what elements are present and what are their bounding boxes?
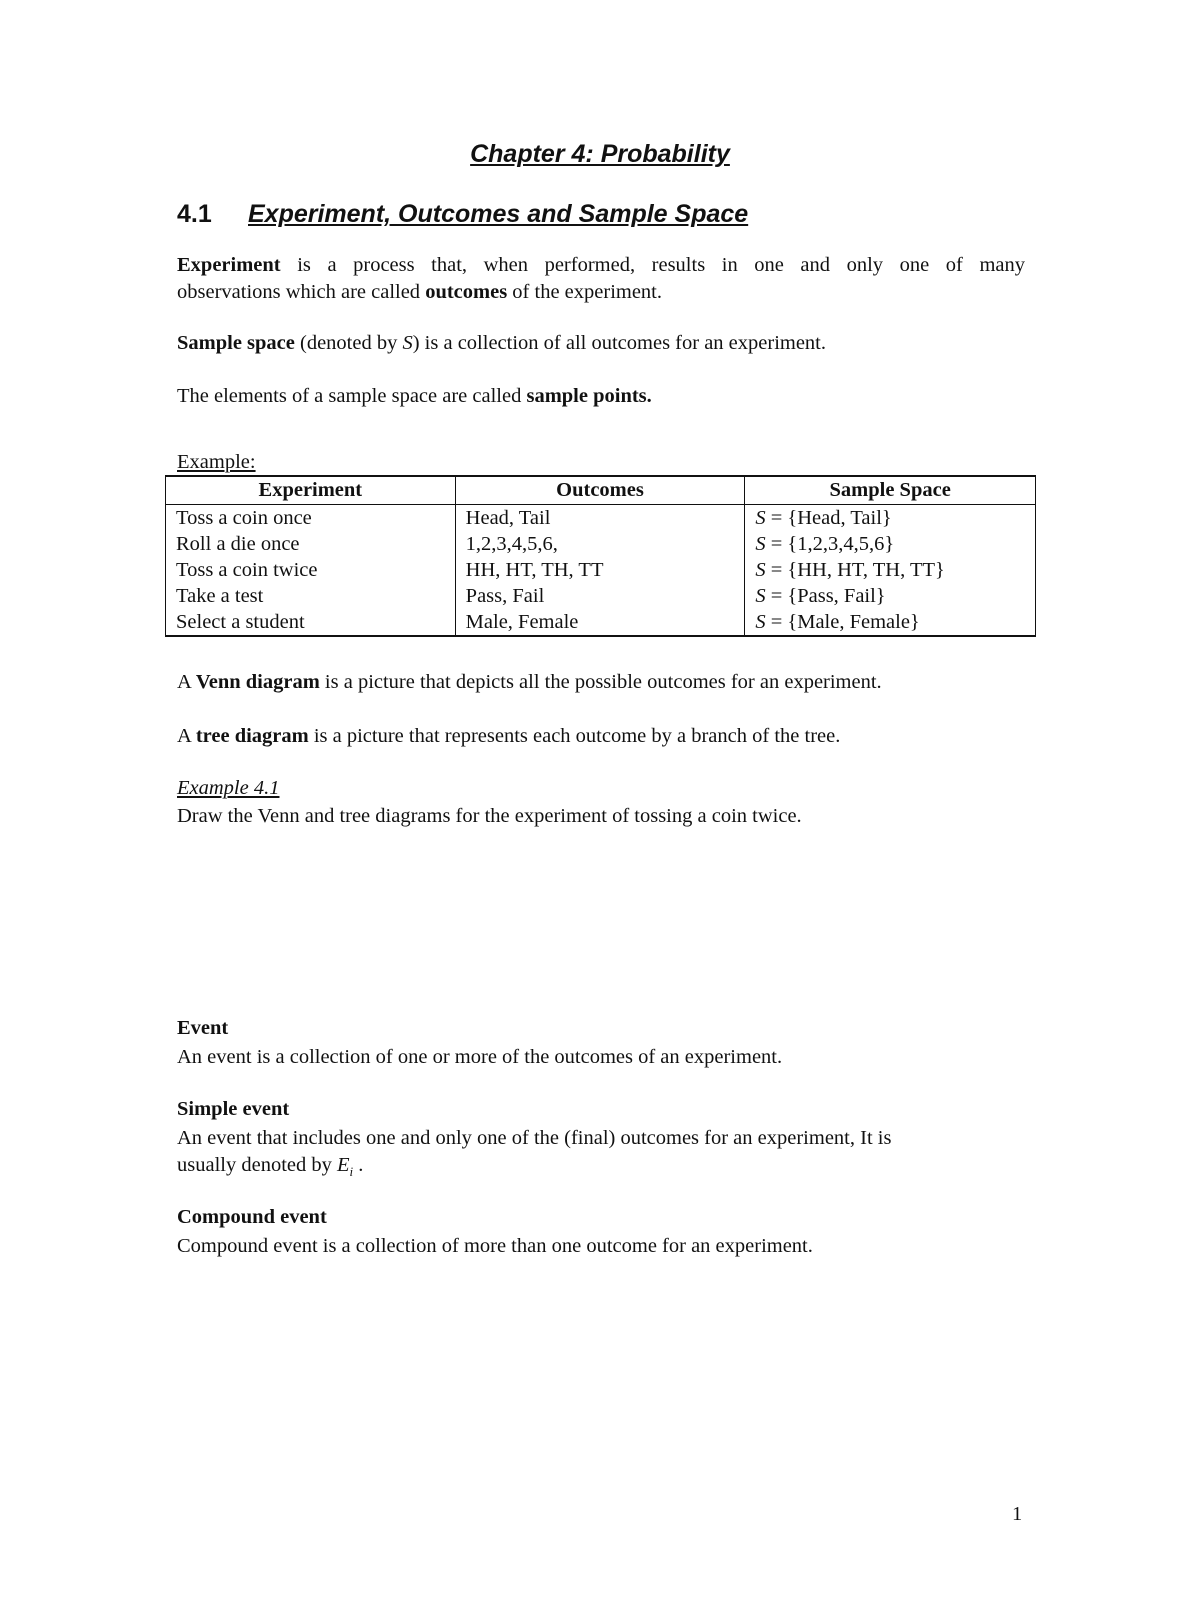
experiments-table xyxy=(165,475,1036,637)
sample-points-definition xyxy=(177,383,1025,410)
tree-term: tree diagram xyxy=(195,725,309,747)
sample-space-definition xyxy=(177,330,1025,357)
cell-space-rest: = {Pass, Fail} xyxy=(765,585,886,607)
experiment-text1: is a process that, when performed, results in one and only one of many xyxy=(280,254,1025,276)
table-row xyxy=(166,583,1036,609)
page-number: 1 xyxy=(1012,1503,1023,1525)
header-experiment: Experiment xyxy=(166,476,456,505)
example-label: Example: xyxy=(177,451,256,473)
cell-outcomes: Pass, Fail xyxy=(455,583,745,609)
sample-points-pre: The elements of a sample space are called xyxy=(177,385,527,407)
event-text: An event is a collection of one or more of the outcomes of an experiment. xyxy=(177,1046,783,1068)
cell-space-symbol: S xyxy=(755,507,766,529)
sample-space-post: ) is a collection of all outcomes for an experiment. xyxy=(412,332,827,354)
simple-event-line2 xyxy=(177,1152,1025,1185)
simple-event-line1: An event that includes one and only one of the (final) outcomes for an experiment, It is xyxy=(177,1127,892,1149)
sample-points-term: sample points. xyxy=(526,385,652,407)
venn-term: Venn diagram xyxy=(195,671,320,693)
cell-space-rest: = {HH, HT, TH, TT} xyxy=(765,559,945,581)
table-row xyxy=(166,505,1036,532)
simple-event-heading: Simple event xyxy=(177,1098,290,1120)
cell-space-symbol: S xyxy=(755,533,766,555)
cell-space-symbol: S xyxy=(755,585,766,607)
simple-event-line2-post: . xyxy=(353,1154,364,1176)
section-title: Experiment, Outcomes and Sample Space xyxy=(248,200,749,228)
chapter-title: Chapter 4: Probability xyxy=(470,140,730,168)
table-header-row xyxy=(166,476,1036,505)
cell-experiment: Toss a coin twice xyxy=(166,557,456,583)
cell-sample-space xyxy=(745,505,1036,532)
header-outcomes: Outcomes xyxy=(455,476,745,505)
table-row xyxy=(166,609,1036,636)
cell-sample-space xyxy=(745,557,1036,583)
cell-outcomes: 1,2,3,4,5,6, xyxy=(455,531,745,557)
cell-outcomes: Male, Female xyxy=(455,609,745,636)
cell-experiment: Select a student xyxy=(166,609,456,636)
compound-event-text: Compound event is a collection of more than one outcome for an experiment. xyxy=(177,1235,813,1257)
venn-post: is a picture that depicts all the possible outcomes for an experiment. xyxy=(319,671,882,693)
event-symbol: E xyxy=(337,1154,350,1176)
cell-experiment: Toss a coin once xyxy=(166,505,456,532)
sample-space-symbol: S xyxy=(402,332,413,354)
cell-space-rest: = {Male, Female} xyxy=(765,611,920,633)
event-subscript: i xyxy=(349,1164,354,1180)
experiment-definition xyxy=(177,252,1025,306)
compound-event-heading: Compound event xyxy=(177,1206,327,1228)
outcomes-term: outcomes xyxy=(425,281,508,303)
cell-sample-space xyxy=(745,609,1036,636)
cell-space-symbol: S xyxy=(755,611,766,633)
simple-event-line2-pre: usually denoted by xyxy=(177,1154,337,1176)
tree-definition xyxy=(177,723,1025,750)
venn-definition xyxy=(177,669,1025,696)
tree-pre: A xyxy=(177,725,196,747)
experiment-term: Experiment xyxy=(177,254,281,276)
header-sample-space: Sample Space xyxy=(745,476,1036,505)
example-41-label: Example 4.1 xyxy=(177,777,280,799)
simple-event-text xyxy=(177,1125,1025,1185)
venn-pre: A xyxy=(177,671,196,693)
table-row xyxy=(166,557,1036,583)
table-row xyxy=(166,531,1036,557)
cell-experiment: Take a test xyxy=(166,583,456,609)
example-41-text: Draw the Venn and tree diagrams for the experiment of tossing a coin twice. xyxy=(177,805,802,827)
cell-sample-space xyxy=(745,531,1036,557)
section-number: 4.1 xyxy=(177,200,212,228)
experiment-definition-line2 xyxy=(177,279,1025,306)
event-heading: Event xyxy=(177,1017,229,1039)
cell-space-symbol: S xyxy=(755,559,766,581)
cell-space-rest: = {1,2,3,4,5,6} xyxy=(765,533,895,555)
cell-space-rest: = {Head, Tail} xyxy=(765,507,892,529)
sample-space-term: Sample space xyxy=(177,332,295,354)
cell-outcomes: Head, Tail xyxy=(455,505,745,532)
cell-sample-space xyxy=(745,583,1036,609)
experiment-definition-line1 xyxy=(177,252,1025,279)
experiment-text3: of the experiment. xyxy=(507,281,663,303)
cell-outcomes: HH, HT, TH, TT xyxy=(455,557,745,583)
cell-experiment: Roll a die once xyxy=(166,531,456,557)
sample-space-pre: (denoted by xyxy=(294,332,403,354)
tree-post: is a picture that represents each outcome by a branch of the tree. xyxy=(308,725,841,747)
experiment-text2: observations which are called xyxy=(177,281,426,303)
section-heading xyxy=(177,200,748,229)
